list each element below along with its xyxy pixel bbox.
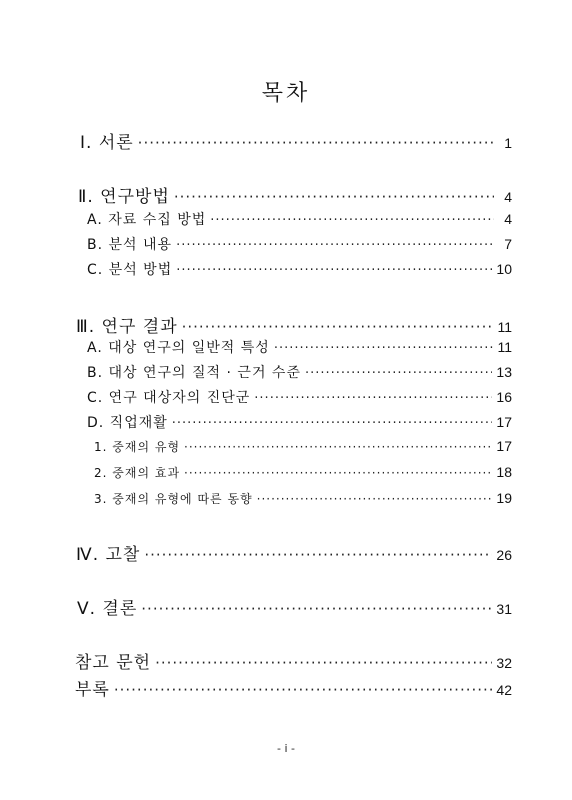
toc-entry-label: A. 자료 수집 방법 xyxy=(87,212,207,228)
toc-entry-label: Ⅳ. 고찰 xyxy=(76,545,141,565)
toc-entry-label: Ⅲ. 연구 결과 xyxy=(76,317,178,337)
page-title: 목차 xyxy=(261,81,311,106)
toc-entry-conclusion[interactable] xyxy=(77,594,512,619)
leader-dots xyxy=(274,341,494,356)
toc-entry-label: 3. 중재의 유형에 따른 동향 xyxy=(94,492,253,506)
leader-dots xyxy=(174,188,494,206)
toc-entry-page: 11 xyxy=(497,319,512,335)
toc-entry-appendix[interactable] xyxy=(75,675,512,700)
leader-dots xyxy=(114,681,493,699)
toc-entry-methods-b[interactable] xyxy=(87,234,512,254)
toc-entry-results-a[interactable] xyxy=(87,337,512,357)
toc-entry-page: 31 xyxy=(496,601,512,617)
toc-entry-label: 2. 중재의 효과 xyxy=(94,466,181,480)
leader-dots xyxy=(176,238,494,253)
toc-entry-label: B. 대상 연구의 질적 · 근거 수준 xyxy=(87,365,301,381)
toc-entry-methods-c[interactable] xyxy=(87,259,512,279)
toc-entry-label: 1. 중재의 유형 xyxy=(94,440,181,454)
toc-entry-results-d-3[interactable] xyxy=(94,490,512,507)
toc-entry-page: 18 xyxy=(496,464,512,480)
toc-entry-results-c[interactable] xyxy=(87,387,512,407)
toc-entry-page: 42 xyxy=(496,682,512,698)
toc-entry-results-d-1[interactable] xyxy=(94,438,512,455)
toc-entry-page: 11 xyxy=(497,339,512,355)
toc-entry-label: 참고 문헌 xyxy=(75,653,152,673)
toc-entry-label: Ⅱ. 연구방법 xyxy=(78,187,170,207)
leader-dots xyxy=(182,318,494,336)
leader-dots xyxy=(305,366,492,381)
toc-entry-results-d-2[interactable] xyxy=(94,464,512,481)
toc-entry-label: C. 분석 방법 xyxy=(87,262,173,278)
toc-entry-label: Ⅴ. 결론 xyxy=(77,599,138,619)
leader-dots xyxy=(210,213,494,228)
toc-entry-page: 7 xyxy=(504,236,512,252)
toc-entry-results-b[interactable] xyxy=(87,362,512,382)
leader-dots xyxy=(184,466,492,480)
toc-entry-label: A. 대상 연구의 일반적 특성 xyxy=(87,340,270,356)
toc-entry-references[interactable] xyxy=(75,648,512,673)
toc-entry-results[interactable] xyxy=(76,312,512,337)
leader-dots xyxy=(172,416,493,431)
toc-entry-page: 32 xyxy=(496,655,512,671)
toc-entry-label: 부록 xyxy=(75,680,110,700)
toc-entry-methods-a[interactable] xyxy=(87,209,512,229)
leader-dots xyxy=(257,492,493,506)
toc-entry-page: 17 xyxy=(496,414,512,430)
page-number-footer: - i - xyxy=(277,742,295,755)
toc-entry-introduction[interactable] xyxy=(80,128,512,153)
toc-entry-page: 4 xyxy=(504,211,512,227)
toc-entry-page: 13 xyxy=(496,364,512,380)
toc-entry-page: 26 xyxy=(496,547,512,563)
toc-entry-label: D. 직업재활 xyxy=(87,415,168,431)
leader-dots xyxy=(155,654,492,672)
toc-entry-label: C. 연구 대상자의 진단군 xyxy=(87,390,251,406)
toc-entry-page: 16 xyxy=(496,389,512,405)
leader-dots xyxy=(138,134,494,152)
toc-entry-label: Ⅰ. 서론 xyxy=(80,133,134,153)
toc-entry-page: 17 xyxy=(496,438,512,454)
toc-entry-page: 10 xyxy=(496,261,512,277)
toc-entry-label: B. 분석 내용 xyxy=(87,237,173,253)
toc-entry-page: 4 xyxy=(504,189,512,205)
toc-entry-results-d[interactable] xyxy=(87,412,512,432)
toc-entry-page: 1 xyxy=(504,135,512,151)
leader-dots xyxy=(176,263,492,278)
toc-entry-discussion[interactable] xyxy=(76,540,512,565)
leader-dots xyxy=(144,546,492,564)
toc-entry-methods[interactable] xyxy=(78,182,512,207)
leader-dots xyxy=(184,440,492,454)
leader-dots xyxy=(254,391,492,406)
toc-entry-page: 19 xyxy=(496,490,512,506)
leader-dots xyxy=(141,600,492,618)
